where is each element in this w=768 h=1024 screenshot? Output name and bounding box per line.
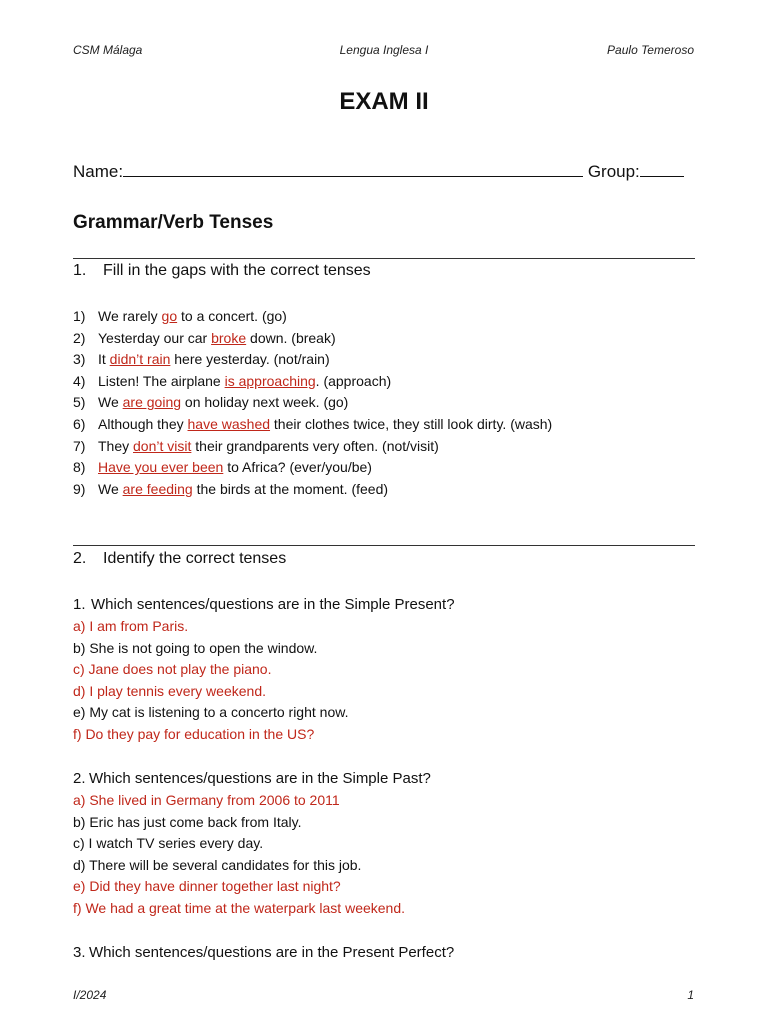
question-text: Which sentences/questions are in the Simple Present?	[91, 596, 455, 613]
question-text: Which sentences/questions are in the Simple Past?	[89, 770, 431, 787]
divider	[73, 258, 695, 259]
item-number: 5)	[73, 394, 86, 411]
item-text-after: to Africa? (ever/you/be)	[223, 459, 372, 476]
item-text-before: Although they	[98, 415, 188, 432]
item-number: 8)	[73, 459, 86, 476]
option[interactable]: b) Eric has just come back from Italy.	[73, 813, 302, 830]
option[interactable]: e) My cat is listening to a concerto right now.	[73, 704, 349, 721]
exercise1-list	[73, 306, 552, 500]
item-text-before: We	[98, 480, 123, 497]
gap-item	[73, 414, 552, 436]
question-heading	[73, 594, 455, 616]
gap-item	[73, 328, 552, 350]
gap-item	[73, 306, 552, 328]
answer-text[interactable]: didn’t rain	[109, 351, 171, 368]
question-block	[73, 942, 454, 964]
page-number: 1	[687, 988, 694, 1002]
group-blank[interactable]	[640, 162, 684, 177]
exercise1-number: 1.	[73, 262, 87, 279]
gap-item	[73, 436, 552, 458]
gap-item	[73, 349, 552, 371]
name-label: Name:	[73, 162, 124, 181]
divider	[73, 545, 695, 546]
question-text: Which sentences/questions are in the Present Perfect?	[89, 944, 455, 961]
answer-text[interactable]: go	[161, 308, 178, 324]
answer-text[interactable]: is approaching	[224, 372, 316, 389]
gap-item	[73, 371, 552, 393]
option-correct[interactable]: f) Do they pay for education in the US?	[73, 725, 315, 742]
header-institution: CSM Málaga	[73, 43, 143, 57]
exam-title: EXAM II	[339, 88, 429, 115]
group-label: Group:	[587, 162, 640, 181]
answer-text[interactable]: are feeding	[122, 480, 193, 497]
name-group-line	[73, 162, 695, 182]
item-number: 6)	[73, 415, 86, 432]
exercise2-title: Identify the correct tenses	[103, 550, 287, 567]
header-course: Lengua Inglesa I	[339, 43, 429, 57]
item-number: 4)	[73, 372, 86, 389]
name-blank[interactable]	[123, 162, 583, 177]
item-text-after: their grandparents very often. (not/visit)	[191, 437, 439, 454]
section-heading: Grammar/Verb Tenses	[73, 212, 274, 233]
answer-text[interactable]: are going	[122, 394, 182, 411]
answer-text[interactable]: don’t visit	[133, 437, 192, 454]
header-author: Paulo Temeroso	[607, 43, 694, 57]
item-text-after: on holiday next week. (go)	[181, 394, 349, 411]
item-text-before: It	[98, 351, 110, 368]
item-text-after: to a concert. (go)	[177, 308, 287, 324]
exercise1-heading	[73, 262, 371, 280]
option[interactable]: c) I watch TV series every day.	[73, 835, 264, 852]
item-text-after: their clothes twice, they still look dirty. (wash)	[270, 415, 553, 432]
option-correct[interactable]: f) We had a great time at the waterpark last weekend.	[73, 899, 406, 916]
answer-text[interactable]: Have you ever been	[98, 459, 224, 476]
item-number: 7)	[73, 437, 86, 454]
question-block	[73, 594, 455, 746]
item-text-before: Yesterday our car	[98, 329, 212, 346]
item-text-after: down. (break)	[246, 329, 336, 346]
item-text-after: . (approach)	[315, 372, 392, 389]
item-number: 2)	[73, 329, 86, 346]
gap-item	[73, 457, 552, 479]
question-number: 2.	[73, 770, 86, 787]
item-text-before: We rarely	[98, 308, 162, 324]
question-block	[73, 768, 431, 920]
option-correct[interactable]: e) Did they have dinner together last night?	[73, 878, 341, 895]
answer-text[interactable]: have washed	[187, 415, 271, 432]
item-text-before: They	[98, 437, 134, 454]
item-number: 1)	[73, 308, 86, 324]
option[interactable]: d) There will be several candidates for this job.	[73, 856, 362, 873]
option-correct[interactable]: d) I play tennis every weekend.	[73, 682, 266, 699]
item-number: 3)	[73, 351, 86, 368]
option-correct[interactable]: a) She lived in Germany from 2006 to 2011	[73, 792, 340, 808]
answer-text[interactable]: broke	[211, 329, 247, 346]
gap-item	[73, 392, 552, 414]
item-number: 9)	[73, 480, 86, 497]
exercise2-number: 2.	[73, 550, 87, 567]
exercise2-heading	[73, 550, 286, 568]
option-correct[interactable]: a) I am from Paris.	[73, 618, 189, 634]
option[interactable]: b) She is not going to open the window.	[73, 639, 318, 656]
item-text-before: We	[98, 394, 123, 411]
footer-term: I/2024	[73, 988, 107, 1002]
item-text-after: here yesterday. (not/rain)	[170, 351, 330, 368]
question-number: 3.	[73, 944, 86, 961]
exercise1-title: Fill in the gaps with the correct tenses	[103, 262, 371, 279]
item-text-before: Listen! The airplane	[98, 372, 225, 389]
option-correct[interactable]: c) Jane does not play the piano.	[73, 661, 272, 678]
gap-item	[73, 479, 552, 501]
question-number: 1.	[73, 596, 86, 613]
question-heading	[73, 942, 454, 964]
item-text-after: the birds at the moment. (feed)	[192, 480, 389, 497]
question-heading	[73, 768, 431, 790]
